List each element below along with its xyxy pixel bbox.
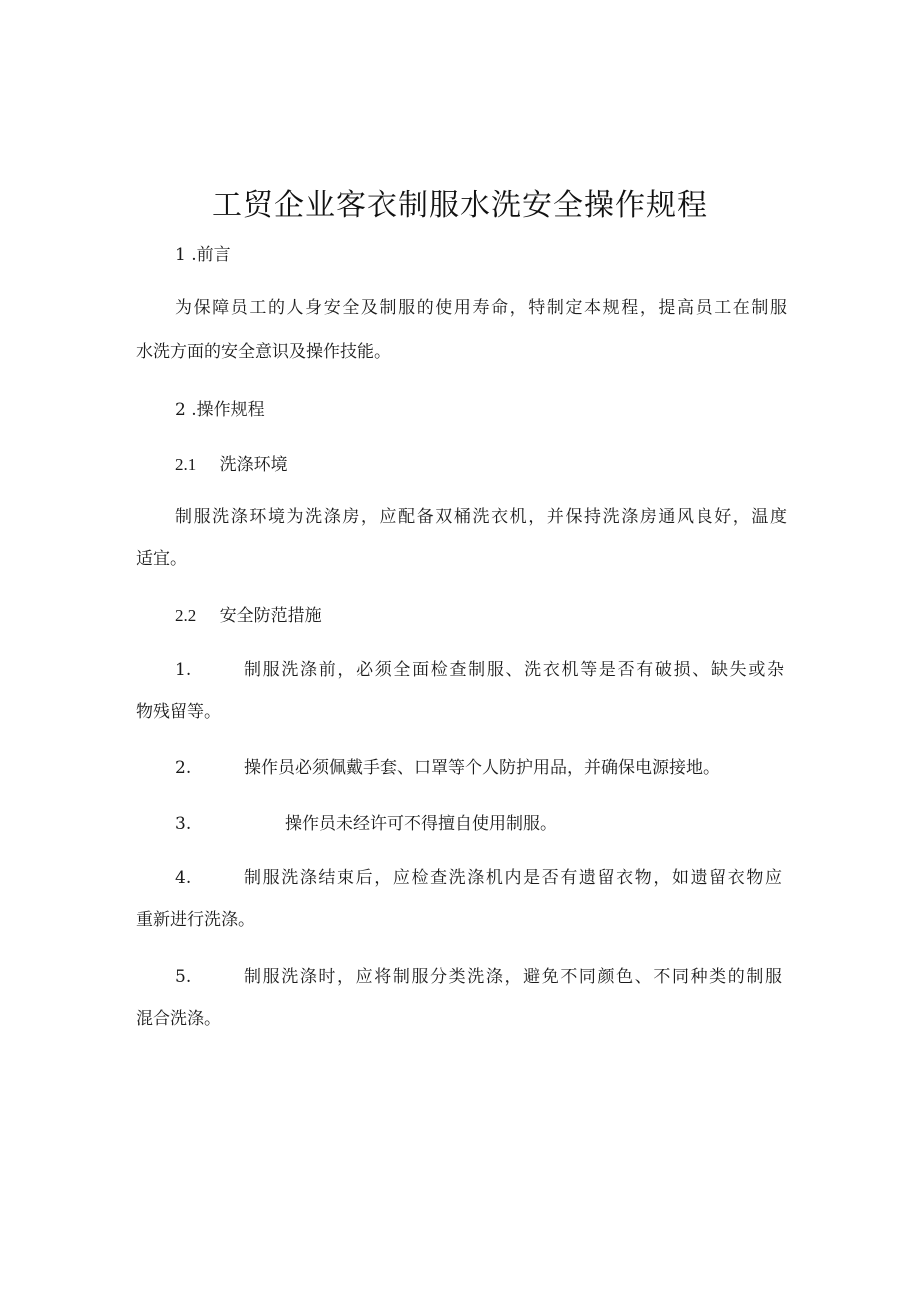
list-item-number: 2. <box>175 758 192 778</box>
subsection-2-2-title: 安全防范措施 <box>219 606 322 626</box>
list-item-line-2: 混合洗涤。 <box>136 1009 221 1029</box>
subsection-2-1-title: 洗涤环境 <box>219 455 288 475</box>
subsection-2-1-paragraph-line-2: 适宜。 <box>136 549 187 569</box>
list-item-line-1: 操作员未经许可不得擅自使用制服。 <box>285 814 557 834</box>
section-2-heading: 2 .操作规程 <box>175 400 265 420</box>
subsection-2-2-heading <box>175 604 322 628</box>
subsection-2-1-heading <box>175 453 288 477</box>
list-item-number: 3. <box>175 814 192 834</box>
list-item-number: 5. <box>175 967 192 987</box>
section-1-paragraph-line-1: 为保障员工的人身安全及制服的使用寿命，特制定本规程，提高员工在制服 <box>175 298 787 318</box>
list-item-number: 4. <box>175 868 192 888</box>
document-title: 工贸企业客衣制服水洗安全操作规程 <box>212 188 708 223</box>
list-item-line-2: 重新进行洗涤。 <box>136 910 255 930</box>
list-item-line-2: 物残留等。 <box>136 702 221 722</box>
list-item-line-1: 制服洗涤前，必须全面检查制服、洗衣机等是否有破损、缺失或杂 <box>244 660 784 680</box>
subsection-2-1-number: 2.1 <box>175 455 197 474</box>
list-item-number: 1. <box>175 660 192 680</box>
section-1-heading: 1 .前言 <box>175 245 231 265</box>
list-item-line-1: 制服洗涤结束后，应检查洗涤机内是否有遗留衣物，如遗留衣物应 <box>244 868 782 888</box>
list-item-line-1: 制服洗涤时，应将制服分类洗涤，避免不同颜色、不同种类的制服 <box>244 967 782 987</box>
subsection-2-1-paragraph-line-1: 制服洗涤环境为洗涤房，应配备双桶洗衣机，并保持洗涤房通风良好，温度 <box>175 507 787 527</box>
subsection-2-2-number: 2.2 <box>175 606 197 625</box>
section-1-paragraph-line-2: 水洗方面的安全意识及操作技能。 <box>136 342 391 362</box>
list-item-line-1: 操作员必须佩戴手套、口罩等个人防护用品，并确保电源接地。 <box>244 758 720 778</box>
